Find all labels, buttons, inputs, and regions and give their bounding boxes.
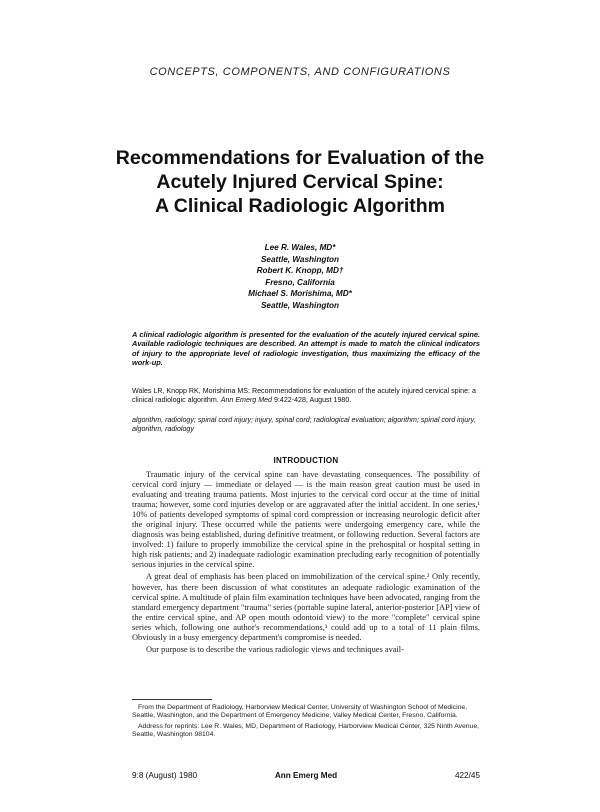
article-title bbox=[40, 146, 560, 218]
title-line: Acutely Injured Cervical Spine: bbox=[156, 171, 444, 193]
citation-text: Wales LR, Knopp RK, Morishima MS: Recommendations for evaluation of the acutely injured cervical spine: a clinical radiologic algorithm. bbox=[132, 387, 476, 405]
author-name: Lee R. Wales, MD* bbox=[264, 243, 336, 252]
footer-journal: Ann Emerg Med bbox=[274, 771, 338, 780]
citation-details: 9:422-428, August 1980. bbox=[273, 396, 352, 405]
footer-page-number: 422/45 bbox=[454, 771, 480, 780]
title-line: Recommendations for Evaluation of the bbox=[115, 147, 485, 169]
affiliation-footnotes bbox=[132, 704, 480, 742]
abstract: A clinical radiologic algorithm is presented for the evaluation of the acutely injured cervical spine. Available radiologic techniques are described. An attempt is made to match the clinical indicators of injury to the appropriate level of radiologic investigation, thus maximizing the efficacy of the work-up. bbox=[132, 330, 480, 368]
author-location: Fresno, California bbox=[265, 277, 335, 287]
section-heading-introduction: INTRODUCTION bbox=[273, 456, 339, 465]
citation-journal: Ann Emerg Med bbox=[220, 396, 272, 405]
author-block bbox=[0, 242, 600, 312]
body-paragraph: Our purpose is to describe the various radiologic views and techniques avail- bbox=[146, 644, 404, 654]
author-location: Seattle, Washington bbox=[260, 254, 340, 264]
reprint-address-note: Address for reprints: Lee R. Wales, MD, Department of Radiology, Harborview Medical Center, 325 Ninth Avenue, Seattle, Washington 98104. bbox=[132, 722, 480, 739]
body-paragraph: Traumatic injury of the cervical spine can have devastating consequences. The possibility of cervical cord injury — immediate or delayed — is the main reason great caution must be used in evaluating and treating trauma patients. Most injuries to the cervical cord occur at the time of initial trauma; however, some cord injuries develop or are aggravated after the initial accident. In one series,¹ 10% of patients developed symptoms of spinal cord compression or increasing neurologic deficit after the original injury. These occurred while the patients were undergoing emergency care, while the diagnosis was being established, during definitive treatment, or following reduction. Several factors are involved: 1) failure to properly immobilize the cervical spine in the prehospital or hospital setting in high risk patients; and 2) inadequate radiologic examination precluding early recognition of potentially serious injuries in the cervical spine. bbox=[132, 470, 480, 570]
author-location: Seattle, Washington bbox=[260, 300, 340, 310]
page-footer bbox=[132, 771, 480, 783]
author-name: Michael S. Morishima, MD* bbox=[248, 289, 352, 299]
body-text bbox=[132, 470, 480, 655]
keywords: algorithm, radiology; spinal cord injury; injury, spinal cord; radiological evaluation; algorithm; spinal cord injury, algorithm, radiology bbox=[132, 416, 476, 434]
body-paragraph: A great deal of emphasis has been placed on immobilization of the cervical spine.² Only recently, however, has there been discussion of what constitutes an adequate radiologic examination of the cervical spine. A multitude of plain film examination techniques have been advocated, ranging from the standard emergency department "trauma" series (portable supine lateral, anterior-posterior [AP] view of the entire cervical spine, and AP open mouth odontoid view) to the more "complete" cervical spine series which, following one author's recommendations,³ could add up to a total of 11 plain films. Obviously in a busy emergency department's compromise is needed. bbox=[132, 572, 480, 642]
section-label: CONCEPTS, COMPONENTS, AND CONFIGURATIONS bbox=[149, 66, 451, 78]
footnote-divider bbox=[132, 699, 212, 700]
footer-issue: 9:8 (August) 1980 bbox=[132, 771, 198, 780]
citation bbox=[132, 387, 480, 405]
affiliation-note: From the Department of Radiology, Harborview Medical Center, University of Washington School of Medicine, Seattle, Washington, and the Department of Emergency Medicine, Valley Medical Center, Fresno, California. bbox=[132, 704, 468, 720]
title-line: A Clinical Radiologic Algorithm bbox=[155, 195, 445, 217]
author-name: Robert K. Knopp, MD† bbox=[256, 266, 344, 276]
